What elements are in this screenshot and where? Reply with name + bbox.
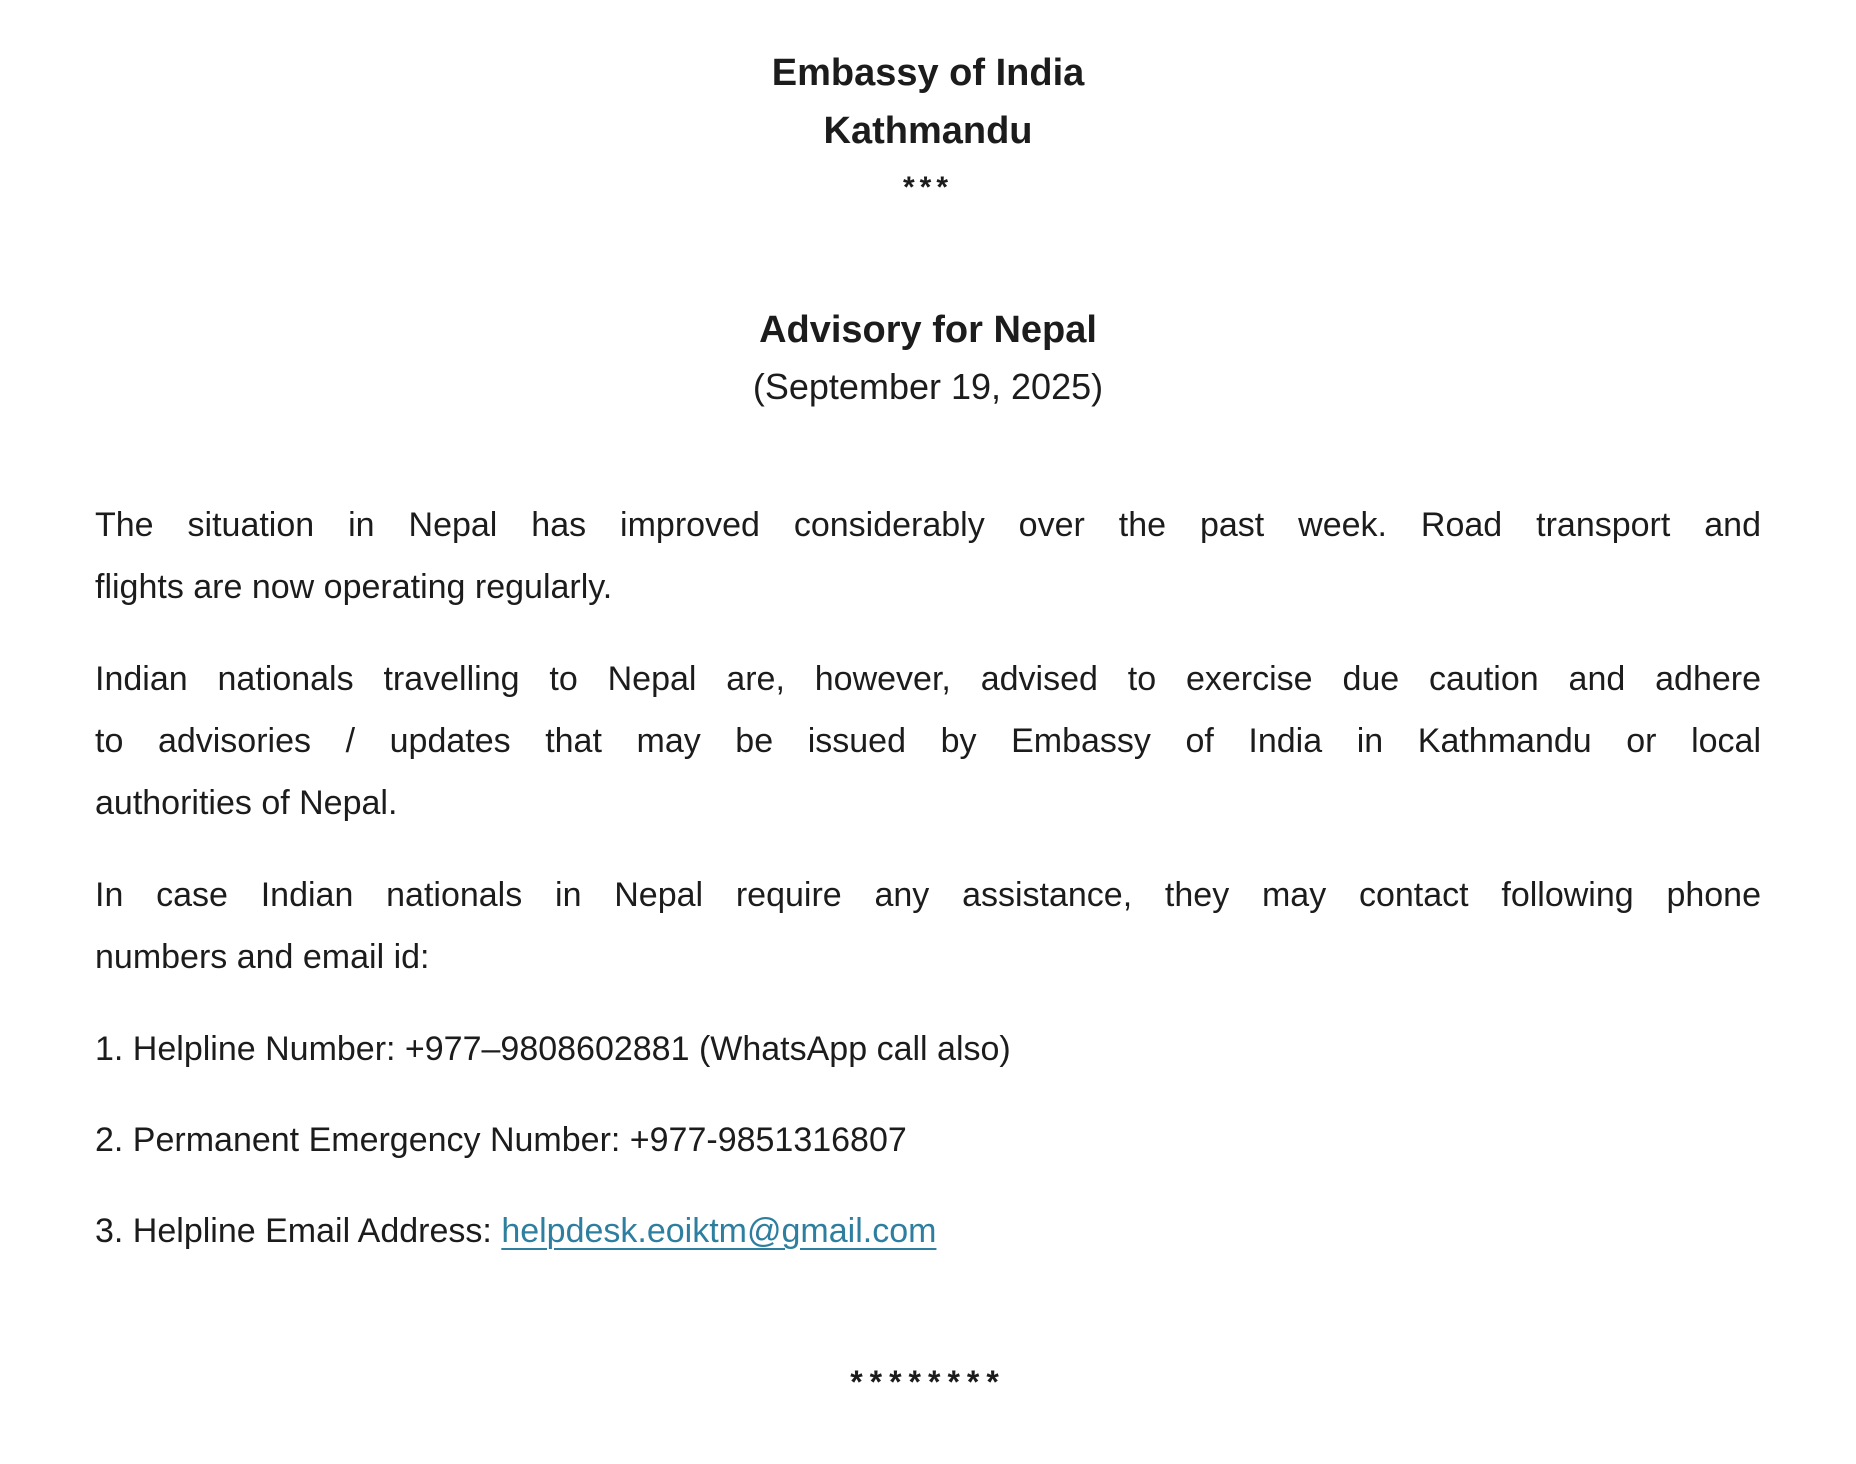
paragraph-line: authorities of Nepal.	[95, 784, 398, 822]
paragraph-line: numbers and email id:	[95, 938, 430, 976]
contact-helpline-email	[95, 1200, 1761, 1262]
header-separator: ***	[902, 171, 954, 204]
contact-text: 1. Helpline Number: +977–9808602881 (WhatsApp call also)	[95, 1030, 1011, 1068]
contact-text: 2. Permanent Emergency Number: +977-9851316807	[95, 1121, 907, 1159]
document-header	[95, 44, 1761, 208]
document-body	[95, 494, 1761, 1262]
document-date: (September 19, 2025)	[752, 366, 1104, 407]
document-title: Advisory for Nepal	[759, 309, 1097, 351]
organization-name: Embassy of India	[771, 52, 1085, 94]
footer-separator: ********	[850, 1364, 1006, 1400]
paragraph-line: flights are now operating regularly.	[95, 568, 613, 606]
paragraph-assistance	[95, 864, 1761, 988]
contact-text: 3. Helpline Email Address:	[95, 1212, 502, 1250]
location-name: Kathmandu	[823, 110, 1033, 152]
paragraph-caution	[95, 648, 1761, 834]
helpline-email-link[interactable]: helpdesk.eoiktm@gmail.com	[501, 1212, 937, 1250]
paragraph-line: The situation in Nepal has improved considerably over the past week. Road transport and	[95, 506, 1761, 544]
contact-helpline-number	[95, 1018, 1761, 1080]
paragraph-line: Indian nationals travelling to Nepal are, however, advised to exercise due caution and adhere	[95, 660, 1761, 698]
contact-emergency-number	[95, 1109, 1761, 1171]
paragraph-line: In case Indian nationals in Nepal require any assistance, they may contact following phone	[95, 876, 1761, 914]
title-block	[95, 302, 1761, 416]
paragraph-situation	[95, 494, 1761, 618]
paragraph-line: to advisories / updates that may be issued by Embassy of India in Kathmandu or local	[95, 722, 1761, 760]
